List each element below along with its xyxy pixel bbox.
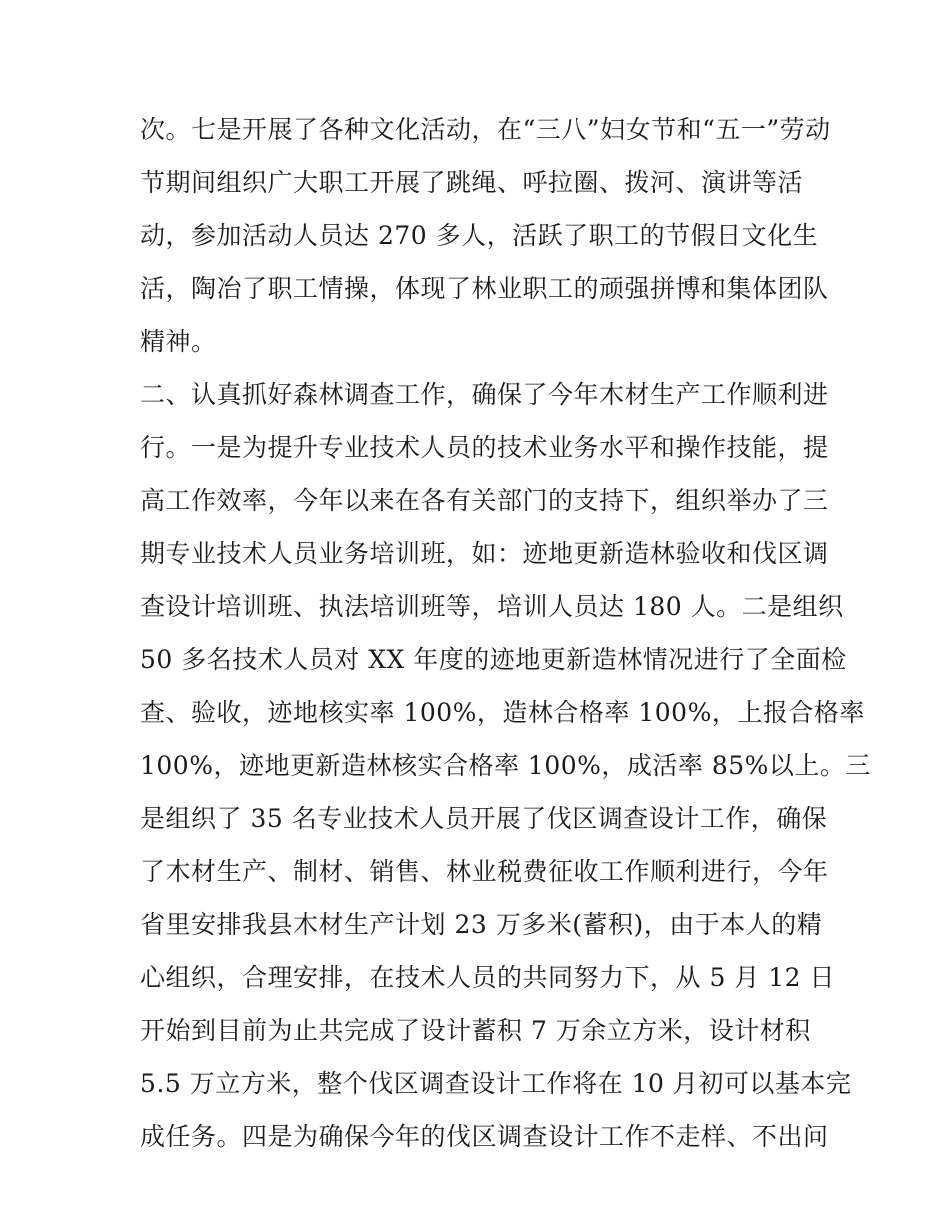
text-line: 省里安排我县木材生产计划 23 万多米(蓄积)，由于本人的精 — [140, 910, 823, 939]
body-text — [140, 103, 871, 1163]
text-line: 心组织，合理安排，在技术人员的共同努力下，从 5 月 12 日 — [140, 963, 836, 992]
text-line: 是组织了 35 名专业技术人员开展了伐区调查设计工作，确保 — [140, 804, 828, 833]
text-line: 活，陶冶了职工情操，体现了林业职工的顽强拼博和集体团队 — [140, 274, 829, 303]
text-line: 高工作效率，今年以来在各有关部门的支持下，组织举办了三 — [140, 486, 829, 515]
text-line: 成任务。四是为确保今年的伐区调查设计工作不走样、不出问 — [140, 1122, 829, 1151]
text-line: 精神。 — [140, 327, 217, 356]
text-line: 查、验收，迹地核实率 100%，造林合格率 100%，上报合格率 — [140, 698, 865, 727]
text-line: 开始到目前为止共完成了设计蓄积 7 万余立方米，设计材积 — [140, 1016, 811, 1045]
text-line: 次。七是开展了各种文化活动，在“三八”妇女节和“五一”劳动 — [140, 115, 831, 144]
text-line: 了木材生产、制材、销售、林业税费征收工作顺利进行，今年 — [140, 857, 829, 886]
text-line: 查设计培训班、执法培训班等，培训人员达 180 人。二是组织 — [140, 592, 844, 621]
text-line: 节期间组织广大职工开展了跳绳、呼拉圈、拨河、演讲等活 — [140, 168, 804, 197]
text-line: 5.5 万立方米，整个伐区调查设计工作将在 10 月初可以基本完 — [140, 1069, 852, 1098]
text-line: 100%，迹地更新造林核实合格率 100%，成活率 85%以上。三 — [140, 751, 871, 780]
text-line: 行。一是为提升专业技术人员的技术业务水平和操作技能，提 — [140, 433, 829, 462]
section-heading-line: 二、认真抓好森林调查工作，确保了今年木材生产工作顺利进 — [140, 380, 829, 409]
text-line: 50 多名技术人员对 XX 年度的迹地更新造林情况进行了全面检 — [140, 645, 847, 674]
text-line: 期专业技术人员业务培训班，如：迹地更新造林验收和伐区调 — [140, 539, 829, 568]
text-line: 动，参加活动人员达 270 多人，活跃了职工的节假日文化生 — [140, 221, 819, 250]
